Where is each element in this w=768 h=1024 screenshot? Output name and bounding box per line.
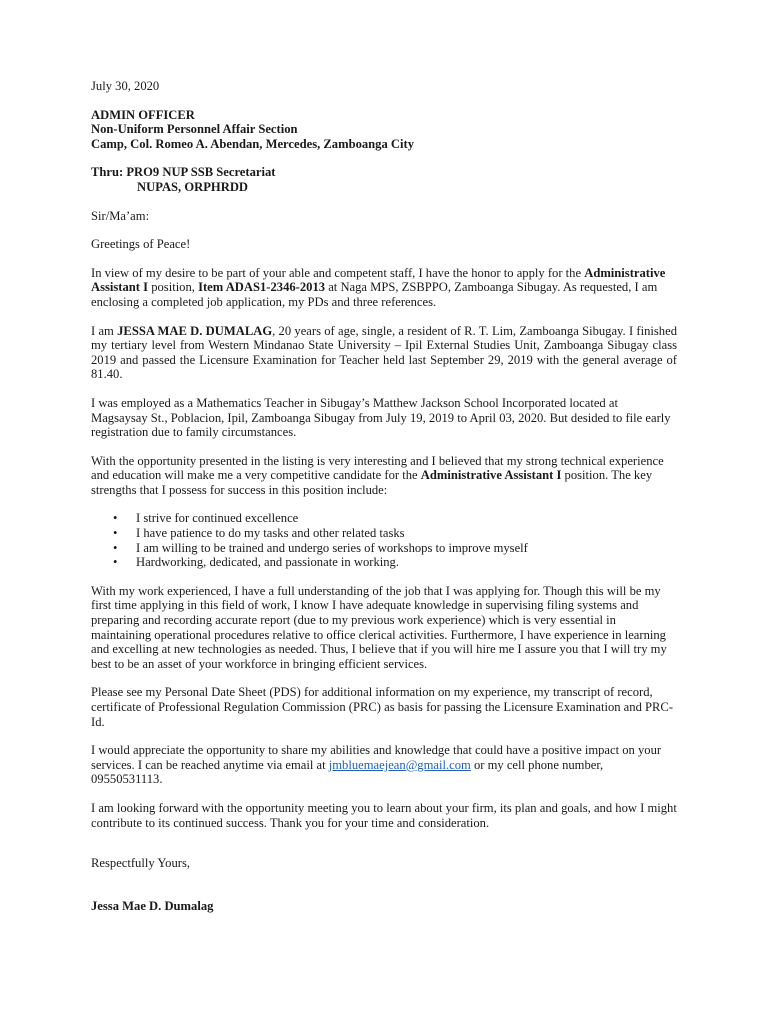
paragraph-closing: I am looking forward with the opportunity meeting you to learn about your firm, its plan and goals, and how I might contribute to its continued success. Thank you for your time and consideration. — [91, 800, 677, 830]
p1-item-number: Item ADAS1-2346-2013 — [198, 280, 326, 295]
p1-text-a: In view of my desire to be part of your able and competent staff, I have the honor to apply for the — [91, 265, 585, 280]
letter-page — [91, 79, 677, 913]
thru-block — [91, 165, 677, 194]
strength-text: Hardworking, dedicated, and passionate in working. — [136, 555, 399, 570]
strength-text: I have patience to do my tasks and other related tasks — [136, 526, 405, 541]
recipient-block — [91, 108, 677, 152]
p1-position: Administrative Assistant I — [91, 265, 666, 295]
list-item — [91, 555, 677, 570]
p2-text-a: I am — [91, 323, 118, 338]
bullet-icon: • — [113, 555, 118, 570]
p4-text-b: position. The key strengths that I possess for success in this position include: — [91, 468, 653, 497]
thru-line-2: NUPAS, ORPHRDD — [137, 179, 249, 194]
paragraph-documents: Please see my Personal Date Sheet (PDS) for additional information on my experience, my transcript of record, certificate of Professional Regulation Commission (PRC) as basis for passing the Licensure Examination and PRC-Id. — [91, 685, 674, 729]
bullet-icon: • — [113, 526, 118, 541]
p2-applicant-name: JESSA MAE D. DUMALAG — [117, 323, 273, 338]
list-item — [91, 526, 677, 541]
thru-line-1: Thru: PRO9 NUP SSB Secretariat — [91, 165, 276, 180]
p4-position: Administrative Assistant I — [420, 468, 562, 483]
p2-text-b: , 20 years of age, single, a resident of R. T. Lim, Zamboanga Sibugay. I finished my tertiary level from Western Mindanao State University – Ipil External Studies Unit, Zamboanga Sibugay class 2019 and passed the Licensure Examination for Teacher held last September 29, 2019 with the general average of 81.40. — [91, 323, 677, 382]
paragraph-application — [91, 266, 677, 310]
bullet-icon: • — [113, 540, 118, 555]
p7-text-a: I would appreciate the opportunity to share my abilities and knowledge that could have a positive impact on your services. I can be reached anytime via email at — [91, 743, 662, 772]
paragraph-opportunity — [91, 454, 677, 498]
signature-name: Jessa Mae D. Dumalag — [91, 898, 214, 913]
salutation: Sir/Ma’am: — [91, 208, 150, 223]
p1-text-c: at Naga MPS, ZSBPPO, Zamboanga Sibugay. As requested, I am enclosing a completed job application, my PDs and three references. — [91, 280, 658, 309]
recipient-section: Non-Uniform Personnel Affair Section — [91, 122, 298, 137]
bullet-icon: • — [113, 511, 118, 526]
list-item — [91, 541, 677, 556]
p7-text-b: or my cell phone number, 09550531113. — [91, 757, 604, 787]
paragraph-introduction — [91, 324, 677, 382]
list-item — [91, 511, 677, 526]
p4-text-a: With the opportunity presented in the listing is very interesting and I believed that my strong technical experience and education will make me a very competitive candidate for the — [91, 453, 664, 483]
strength-text: I strive for continued excellence — [136, 511, 299, 526]
complimentary-close: Respectfully Yours, — [91, 856, 191, 871]
paragraph-experience: With my work experienced, I have a full understanding of the job that I was applying for. Though this will be my first time applying in this field of work, I know I have adequate knowledge in supervising filing systems and preparing and recording accurate report (due to my previous work experience) which is very essential in maintaining operational procedures relative to office clerical activities. Furthermore, I have experience in learning and excelling at new technologies as needed. Thus, I believe that if you will hire me I assure you that I will try my best to be an asset of your workforce in bringing efficient services. — [91, 583, 667, 671]
recipient-address: Camp, Col. Romeo A. Abendan, Mercedes, Zamboanga City — [91, 136, 415, 151]
letter-date: July 30, 2020 — [91, 79, 160, 93]
recipient-title: ADMIN OFFICER — [91, 107, 195, 122]
strength-text: I am willing to be trained and undergo series of workshops to improve myself — [136, 540, 528, 555]
greeting: Greetings of Peace! — [91, 237, 191, 252]
strengths-list — [91, 511, 677, 569]
paragraph-contact — [91, 743, 677, 787]
paragraph-employment: I was employed as a Mathematics Teacher in Sibugay’s Matthew Jackson School Incorporated located at Magsaysay St., Poblacion, Ipil, Zamboanga Sibugay from July 19, 2019 to April 03, 2020. But desided to file early registration due to family circumstances. — [91, 395, 671, 440]
p1-text-b: position, — [148, 280, 199, 295]
email-link[interactable]: jmbluemaejean@gmail.com — [328, 757, 471, 772]
